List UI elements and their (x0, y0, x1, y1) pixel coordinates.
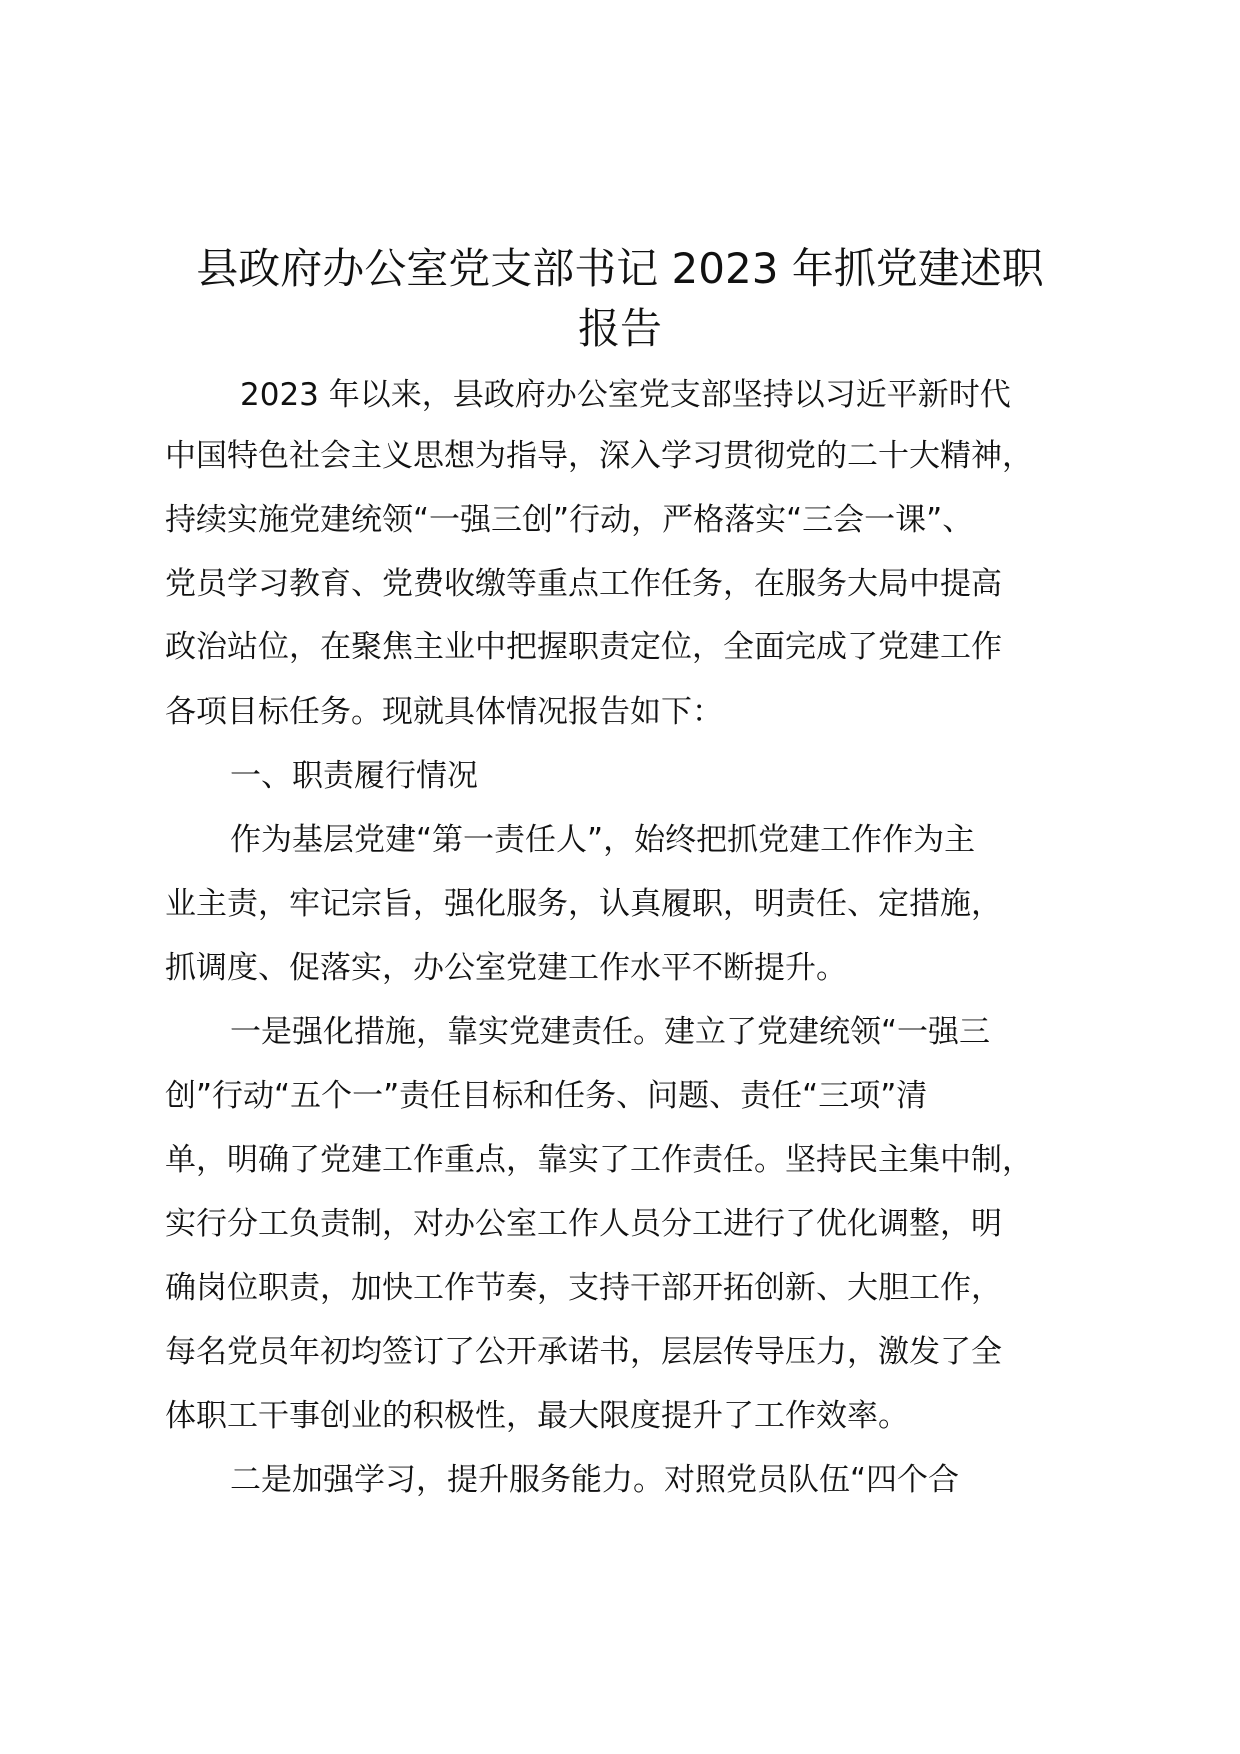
intro-line: 各项目标任务。现就具体情况报告如下： (165, 694, 723, 730)
intro-line: 中国特色社会主义思想为指导，深入学习贯彻党的二十大精神， (165, 438, 1033, 474)
point1-line: 创”行动“五个一”责任目标和任务、问题、责任“三项”清 (165, 1078, 928, 1114)
section1-line: 作为基层党建“第一责任人”，始终把抓党建工作作为主 (230, 822, 976, 858)
intro-line: 政治站位，在聚焦主业中把握职责定位，全面完成了党建工作 (165, 629, 1002, 665)
point1-line: 每名党员年初均签订了公开承诺书，层层传导压力，激发了全 (165, 1334, 1002, 1370)
point1-line: 一是强化措施，靠实党建责任。建立了党建统领“一强三 (230, 1014, 991, 1050)
point1-line: 单，明确了党建工作重点，靠实了工作责任。坚持民主集中制， (165, 1142, 1033, 1178)
section1-line: 抓调度、促落实，办公室党建工作水平不断提升。 (165, 950, 847, 986)
point1-line: 体职工干事创业的积极性，最大限度提升了工作效率。 (165, 1398, 909, 1434)
intro-line: 2023 年以来，县政府办公室党支部坚持以习近平新时代 (240, 377, 1011, 413)
intro-line: 持续实施党建统领“一强三创”行动，严格落实“三会一课”、 (165, 502, 974, 538)
point2-line: 二是加强学习，提升服务能力。对照党员队伍“四个合 (230, 1462, 960, 1498)
document-title-line-1: 县政府办公室党支部书记 2023 年抓党建述职 (196, 244, 1044, 293)
section-heading: 一、职责履行情况 (230, 758, 478, 794)
point1-line: 实行分工负责制，对办公室工作人员分工进行了优化调整，明 (165, 1206, 1002, 1242)
section1-line: 业主责，牢记宗旨，强化服务，认真履职，明责任、定措施， (165, 886, 1002, 922)
document-title-line-2: 报告 (577, 304, 662, 353)
intro-line: 党员学习教育、党费收缴等重点工作任务，在服务大局中提高 (165, 566, 1002, 602)
point1-line: 确岗位职责，加快工作节奏，支持干部开拓创新、大胆工作， (165, 1270, 1002, 1306)
